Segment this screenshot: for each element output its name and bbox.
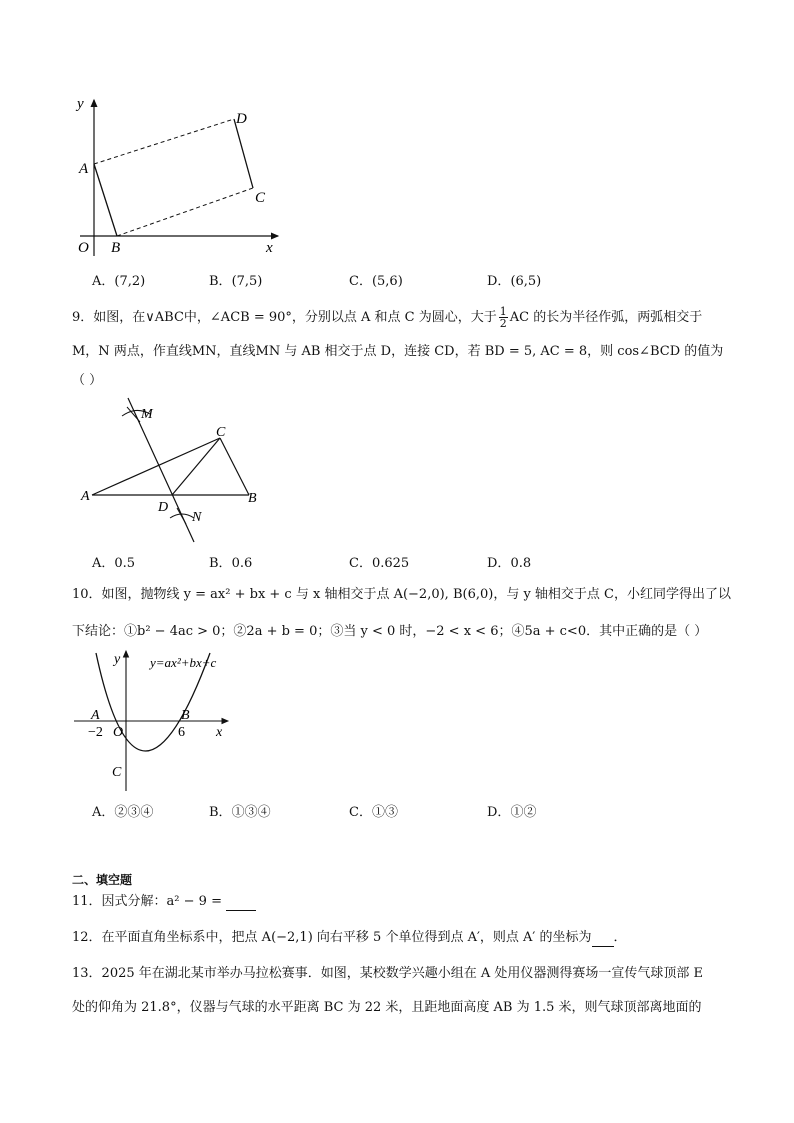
q10-option-c-value: ①③	[371, 805, 398, 820]
q13-stem-line1: 13．2025 年在湖北某市举办马拉松赛事．如图，某校数学兴趣小组在 A 处用仪器测得赛场一宣传气球顶部 E	[72, 966, 704, 981]
q10-option-a-label: A．	[92, 805, 115, 820]
q10-option-a-value: ②③④	[114, 805, 154, 820]
q9-option-d[interactable]	[487, 552, 531, 571]
q8-segment-AD	[94, 119, 234, 164]
q10-option-d-value: ①②	[510, 805, 537, 820]
q8-figure	[70, 92, 290, 260]
q8-label-A: A	[79, 161, 89, 177]
q9-label-C: C	[216, 425, 226, 440]
q8-option-c[interactable]	[349, 270, 403, 289]
q10-stem-line1: 10．如图，抛物线 y = ax² + bx + c 与 x 轴相交于点 A(−2,0), B(6,0)，与 y 轴相交于点 C，小红同学得出了以	[72, 587, 732, 602]
q9-stem-line1	[72, 306, 702, 329]
q9-fraction-den: 2	[499, 317, 507, 330]
q10-label-C: C	[112, 765, 122, 780]
q9-label-N: N	[192, 510, 202, 525]
q8-label-B: B	[111, 240, 121, 256]
q8-option-b-label: B．	[209, 274, 232, 289]
q9-option-b[interactable]	[209, 552, 252, 571]
q9-label-D: D	[158, 500, 169, 515]
q8-option-a-value: (7,2)	[114, 274, 146, 289]
q11-stem-text: 11．因式分解：a² − 9 =	[72, 894, 222, 909]
q8-option-c-label: C．	[349, 274, 372, 289]
q10-stem-line2: 下结论：①b² − 4ac > 0；②2a + b = 0；③当 y < 0 时，−2 < x < 6；④5a + c<0．其中正确的是（ ）	[72, 624, 708, 639]
q9-option-c-value: 0.625	[371, 556, 410, 571]
q12-stem-end: ．	[613, 930, 627, 945]
q8-label-C: C	[255, 190, 266, 206]
q10-option-a[interactable]	[92, 801, 153, 820]
q8-segment-CD	[234, 119, 253, 188]
q8-label-x: x	[266, 240, 273, 256]
q8-segment-AB	[94, 164, 117, 236]
q9-figure	[78, 394, 268, 544]
q9-label-M: M	[141, 407, 153, 422]
q10-option-b-label: B．	[209, 805, 232, 820]
q9-option-b-value: 0.6	[231, 556, 253, 571]
q10-label-x: x	[216, 725, 223, 740]
q12-stem	[72, 929, 627, 947]
section-heading-fill-in: 二、填空题	[72, 873, 133, 887]
q9-label-B: B	[248, 491, 257, 506]
q10-label-O: O	[113, 725, 124, 740]
q9-segment-CD	[172, 438, 220, 495]
q9-option-d-value: 0.8	[510, 556, 532, 571]
q9-fraction-num: 1	[499, 305, 507, 318]
q12-answer-blank[interactable]	[592, 932, 614, 947]
q8-option-d[interactable]	[487, 270, 541, 289]
q9-stem-line3: （ ）	[72, 373, 103, 388]
q9-segment-CB	[220, 438, 249, 495]
q9-arc-N-tick	[177, 508, 186, 524]
q10-label-eq: y=ax²+bx+c	[150, 655, 217, 670]
q10-option-c[interactable]	[349, 801, 398, 820]
q8-label-D: D	[236, 111, 247, 127]
q10-label-6: 6	[178, 725, 185, 740]
q8-option-b-value: (7,5)	[231, 274, 263, 289]
q8-option-b[interactable]	[209, 270, 262, 289]
q11-stem	[72, 893, 256, 911]
q8-option-a-label: A．	[92, 274, 115, 289]
q8-segment-BC	[117, 188, 253, 236]
q13-stem-line2: 处的仰角为 21.8°，仪器与气球的水平距离 BC 为 22 米，且距地面高度 AB 为 1.5 米，则气球顶部离地面的	[72, 1000, 702, 1015]
q8-label-y: y	[77, 96, 84, 112]
q8-option-a[interactable]	[92, 270, 145, 289]
q9-option-a-value: 0.5	[114, 556, 136, 571]
q9-option-b-label: B．	[209, 556, 232, 571]
q9-stem-line2: M，N 两点，作直线MN，直线MN 与 AB 相交于点 D，连接 CD，若 BD = 5, AC = 8，则 cos∠BCD 的值为	[72, 344, 724, 359]
q10-option-c-label: C．	[349, 805, 372, 820]
q10-option-d[interactable]	[487, 801, 536, 820]
q8-option-c-value: (5,6)	[371, 274, 403, 289]
q9-stem-line1-tail: AC 的长为半径作弧，两弧相交于	[509, 310, 703, 325]
q12-stem-text: 12．在平面直角坐标系中，把点 A(−2,1) 向右平移 5 个单位得到点 A′，则点 A′ 的坐标为	[72, 930, 592, 945]
q10-option-b-value: ①③④	[231, 805, 271, 820]
q11-answer-blank[interactable]	[226, 896, 256, 911]
q9-option-c-label: C．	[349, 556, 372, 571]
q9-option-a[interactable]	[92, 552, 135, 571]
q8-option-d-label: D．	[487, 274, 511, 289]
q8-option-d-value: (6,5)	[510, 274, 542, 289]
q10-label-y: y	[114, 652, 121, 667]
q10-label-neg2: −2	[88, 725, 103, 740]
q9-label-A: A	[81, 489, 90, 504]
q9-stem-line1-text: 9．如图，在∨ABC中，∠ACB = 90°，分别以点 A 和点 C 为圆心，大于	[72, 310, 497, 325]
q9-segment-AC	[92, 438, 220, 495]
q9-option-c[interactable]	[349, 552, 409, 571]
q10-figure	[70, 645, 240, 795]
q9-option-a-label: A．	[92, 556, 115, 571]
q8-label-O: O	[78, 240, 89, 256]
q9-option-d-label: D．	[487, 556, 511, 571]
q10-label-A: A	[91, 708, 100, 723]
q10-option-d-label: D．	[487, 805, 511, 820]
q10-label-B: B	[181, 708, 190, 723]
q10-option-b[interactable]	[209, 801, 271, 820]
q9-fraction	[499, 306, 508, 329]
